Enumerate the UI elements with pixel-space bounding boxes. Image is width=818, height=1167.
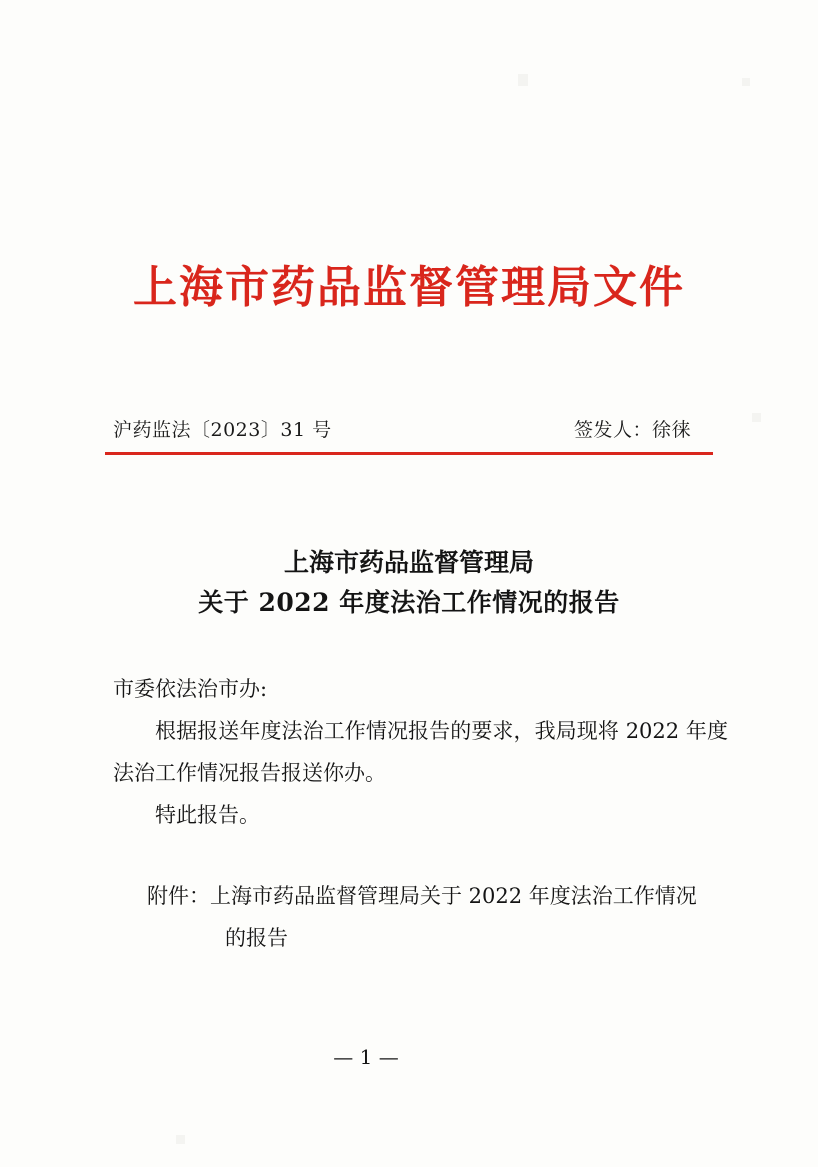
attachment-block [147, 875, 732, 959]
red-divider-rule [105, 452, 713, 455]
body-paragraph-2: 特此报告。 [155, 803, 260, 827]
attachment-line-2: 的报告 [225, 926, 288, 950]
scan-artifact [752, 413, 761, 422]
page-number: — 1 — [333, 1045, 399, 1069]
subject-line-1: 上海市药品监督管理局 [283, 548, 534, 577]
scan-artifact [176, 1135, 185, 1144]
document-body [113, 668, 728, 836]
scan-artifact [742, 78, 750, 86]
issuer-name: 签发人：徐徕 [573, 419, 691, 441]
attachment-line-1: 附件：上海市药品监督管理局关于 2022 年度法治工作情况 [147, 884, 697, 908]
body-paragraph-1: 根据报送年度法治工作情况报告的要求，我局现将 2022 年度法治工作情况报告报送你办。 [113, 719, 728, 785]
issuing-authority-title: 上海市药品监督管理局文件 [133, 262, 685, 313]
document-meta-row [113, 415, 713, 442]
scan-artifact [518, 74, 528, 86]
document-header [0, 262, 818, 315]
recipient-line: 市委依法治市办: [113, 677, 268, 701]
document-subject [0, 543, 818, 623]
subject-line-2: 关于 2022 年度法治工作情况的报告 [198, 588, 620, 617]
document-number: 沪药监法〔2023〕31 号 [113, 419, 332, 441]
